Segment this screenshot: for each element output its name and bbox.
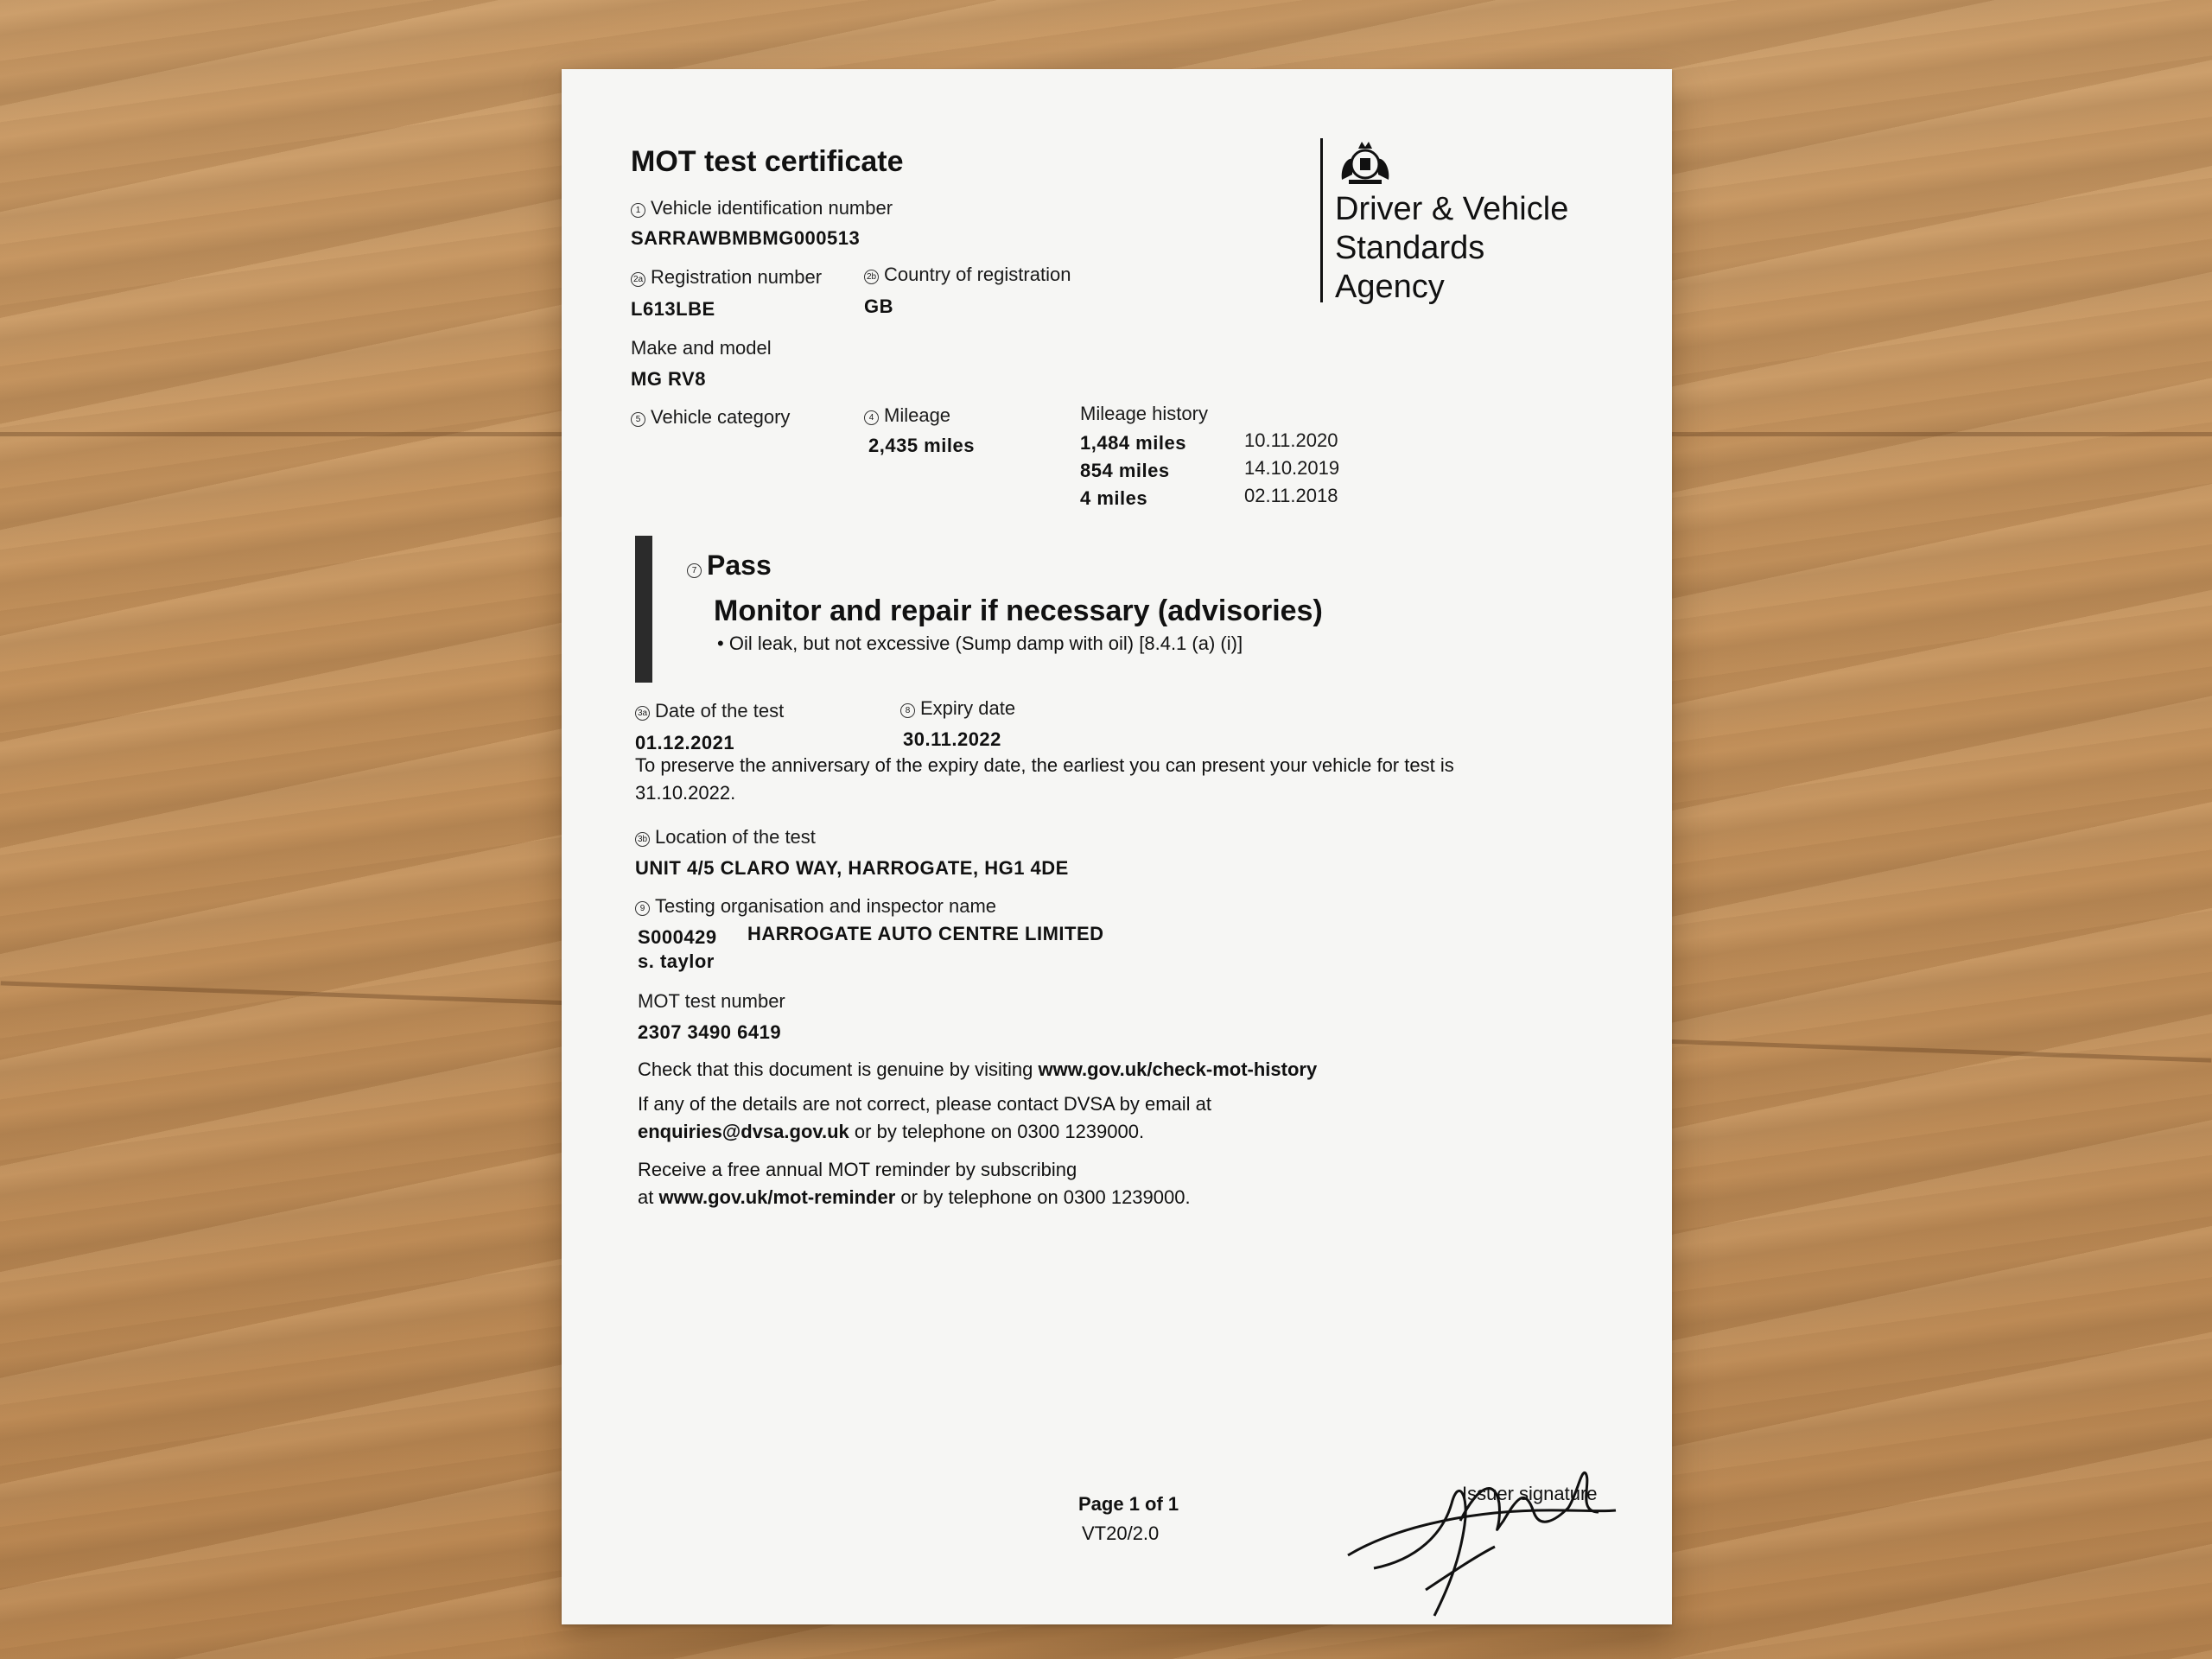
vin-value: SARRAWBMBMG000513 [631, 227, 861, 249]
form-code: VT20/2.0 [1082, 1522, 1160, 1544]
country-label: 2b Country of registration [864, 264, 1071, 286]
test-number-value: 2307 3490 6419 [638, 1021, 782, 1043]
agency-line-2: Standards [1335, 230, 1485, 266]
mileage-history-label: Mileage history [1080, 403, 1208, 424]
location-label: 3b Location of the test [635, 826, 816, 849]
organisation-name: HARROGATE AUTO CENTRE LIMITED [747, 923, 1104, 944]
mileage-history-date: 10.11.2020 [1244, 429, 1338, 451]
registration-value: L613LBE [631, 298, 715, 320]
mileage-history-miles: 1,484 miles [1080, 432, 1186, 454]
contact-text: If any of the details are not correct, please contact DVSA by email at enquiries@dvsa.gov.uk or by telephone on 0300 1239000. [638, 1093, 1212, 1142]
expiry-date-value: 30.11.2022 [903, 728, 1001, 750]
test-date-value: 01.12.2021 [635, 732, 735, 753]
registration-label: 2a Registration number [631, 266, 822, 289]
test-date-label: 3a Date of the test [635, 700, 784, 722]
agency-name [1335, 190, 1568, 307]
vin-label: 1 Vehicle identification number [631, 197, 893, 219]
signature-label: Issuer signature [1462, 1483, 1598, 1504]
genuine-check-text: Check that this document is genuine by visiting www.gov.uk/check-mot-history [638, 1058, 1318, 1080]
mileage-history-miles: 854 miles [1080, 460, 1170, 481]
test-number-label: MOT test number [638, 990, 785, 1012]
reminder-text: Receive a free annual MOT reminder by subscribing at www.gov.uk/mot-reminder or by telephone on 0300 1239000. [638, 1159, 1191, 1208]
make-model-label: Make and model [631, 337, 772, 359]
advisory-heading: Monitor and repair if necessary (advisories) [714, 594, 1323, 627]
mileage-value: 2,435 miles [868, 435, 975, 456]
expiry-date-label: 8 Expiry date [900, 697, 1015, 720]
country-value: GB [864, 296, 893, 317]
mileage-label: 4 Mileage [864, 404, 950, 427]
mot-reminder-link[interactable]: www.gov.uk/mot-reminder [658, 1186, 896, 1208]
inspector-name: s. taylor [638, 950, 715, 972]
agency-line-1: Driver & Vehicle [1335, 191, 1569, 227]
vehicle-category-label: 5 Vehicle category [631, 406, 790, 429]
logo-divider [1320, 138, 1323, 302]
result-bar [635, 536, 652, 683]
mileage-history-date: 02.11.2018 [1244, 485, 1338, 506]
advisory-item: • Oil leak, but not excessive (Sump damp with oil) [8.4.1 (a) (i)] [717, 632, 1243, 654]
organisation-label: 9 Testing organisation and inspector name [635, 895, 996, 918]
mileage-history-date: 14.10.2019 [1244, 457, 1340, 479]
anniversary-note: To preserve the anniversary of the expiry date, the earliest you can present your vehicle for test is 31.10.2022. [635, 754, 1454, 804]
page-number: Page 1 of 1 [1078, 1493, 1179, 1515]
document-title: MOT test certificate [631, 145, 904, 178]
mot-certificate-sheet [562, 69, 1672, 1624]
mileage-history-miles: 4 miles [1080, 487, 1148, 509]
dvsa-email-link[interactable]: enquiries@dvsa.gov.uk [638, 1121, 849, 1142]
agency-line-3: Agency [1335, 269, 1445, 305]
location-value: UNIT 4/5 CLARO WAY, HARROGATE, HG1 4DE [635, 857, 1069, 879]
check-mot-history-link[interactable]: www.gov.uk/check-mot-history [1038, 1058, 1318, 1080]
royal-crest-icon [1335, 137, 1395, 188]
result-status: 7 Pass [687, 550, 772, 582]
make-model-value: MG RV8 [631, 368, 706, 390]
organisation-code: S000429 [638, 926, 717, 948]
